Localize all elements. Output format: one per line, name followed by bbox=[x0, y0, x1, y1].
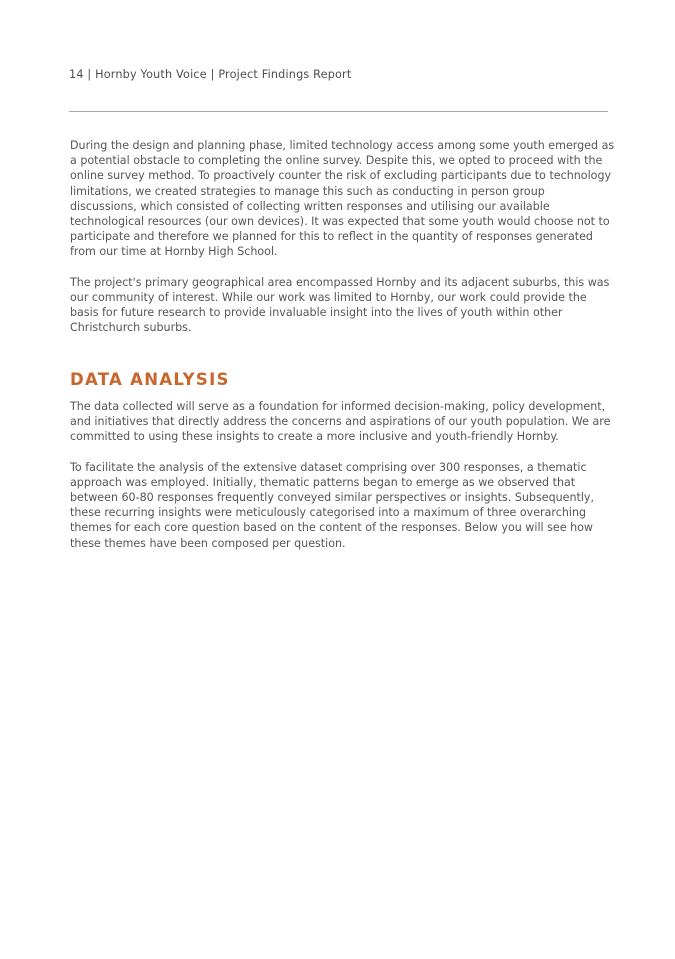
data-analysis-section bbox=[70, 399, 615, 566]
section-heading-data-analysis: DATA ANALYSIS bbox=[70, 370, 230, 389]
paragraph-technology-access: During the design and planning phase, limited technology access among some youth emerged as a potential obstacle to completing the online survey. Despite this, we opted to proceed with the online survey method. To proactively counter the risk of excluding participants due to technology limitations, we created strategies to manage this such as conducting in person group discussions, which consisted of collecting written responses and utilising our available technological resources (our own devices). It was expected that some youth would choose not to participate and therefore we planned for this to reflect in the quantity of responses generated from our time at Hornby High School. bbox=[70, 139, 615, 259]
paragraph-thematic-approach: To facilitate the analysis of the extensive dataset comprising over 300 responses, a thematic approach was employed. Initially, thematic patterns began to emerge as we observed that between 60-80 responses frequently conveyed similar perspectives or insights. Subsequently, these recurring insights were meticulously categorised into a maximum of three overarching themes for each core question based on the content of the responses. Below you will see how these themes have been composed per question. bbox=[70, 460, 595, 550]
intro-section bbox=[70, 138, 615, 350]
paragraph-geographical-area: The project's primary geographical area encompassed Hornby and its adjacent suburbs, this was our community of interest. While our work was limited to Hornby, our work could provide the basis for future research to provide invaluable insight into the lives of youth within other Christchurch suburbs. bbox=[70, 275, 610, 335]
running-header: 14 | Hornby Youth Voice | Project Findings Report bbox=[69, 68, 352, 81]
paragraph-data-foundation: The data collected will serve as a foundation for informed decision-making, policy development, and initiatives that directly address the concerns and aspirations of our youth population. We are committed to using these insights to create a more inclusive and youth-friendly Hornby. bbox=[70, 400, 611, 444]
header-divider bbox=[69, 111, 608, 112]
